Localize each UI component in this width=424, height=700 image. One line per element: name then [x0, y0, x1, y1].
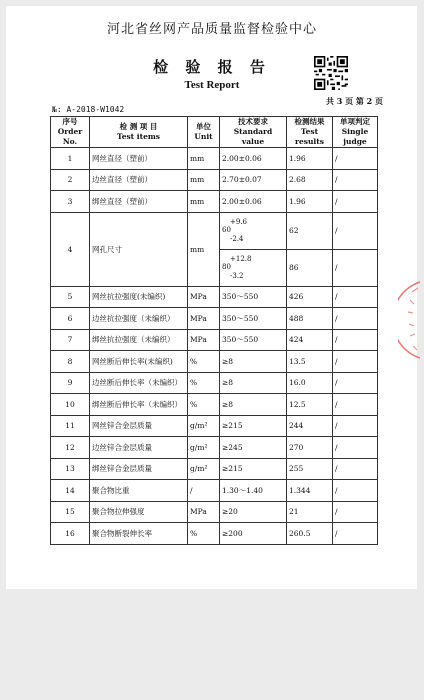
- table-row: [51, 351, 378, 373]
- table-row: [51, 308, 378, 330]
- table-row: [51, 169, 378, 191]
- judge: /: [333, 523, 378, 545]
- organization-name: 河北省丝网产品质量监督检验中心: [106, 22, 317, 37]
- test-item: 边丝抗拉强度（未编织）: [90, 308, 188, 330]
- unit: MPa: [188, 329, 220, 351]
- standard-value-tolerance: [220, 249, 287, 286]
- standard-value: ≥200: [220, 523, 287, 545]
- order-no: 11: [51, 415, 90, 437]
- standard-value: ≥245: [220, 437, 287, 459]
- test-result: 1.344: [287, 480, 333, 502]
- test-result: 16.0: [287, 372, 333, 394]
- test-result: 86: [287, 249, 333, 286]
- judge: /: [333, 329, 378, 351]
- order-no: 14: [51, 480, 90, 502]
- report-number: №: A-2018-W1042: [52, 105, 125, 114]
- order-no: 3: [51, 191, 90, 213]
- test-result: 62: [287, 212, 333, 249]
- test-item: 边丝直径（塑前）: [90, 169, 188, 191]
- table-row: [51, 212, 378, 249]
- judge: /: [333, 148, 378, 170]
- unit: MPa: [188, 286, 220, 308]
- test-item: 网丝锌合金层质量: [90, 415, 188, 437]
- test-result: 1.96: [287, 191, 333, 213]
- order-no: 9: [51, 372, 90, 394]
- standard-value: ≥215: [220, 458, 287, 480]
- test-item: 绑丝抗拉强度（未编织）: [90, 329, 188, 351]
- standard-value: 2.00±0.06: [220, 148, 287, 170]
- table-header-row: [51, 117, 378, 148]
- test-result: 255: [287, 458, 333, 480]
- standard-value: 350～550: [220, 308, 287, 330]
- unit: mm: [188, 212, 220, 286]
- table-row: [51, 372, 378, 394]
- judge: /: [333, 351, 378, 373]
- order-no: 5: [51, 286, 90, 308]
- standard-value: ≥8: [220, 351, 287, 373]
- unit: MPa: [188, 308, 220, 330]
- test-item: 绑丝直径（塑前）: [90, 191, 188, 213]
- test-result: 2.68: [287, 169, 333, 191]
- standard-value-tolerance: [220, 212, 287, 249]
- tolerance-plus: +12.8: [230, 254, 252, 263]
- header-order: 序号 Order No.: [51, 117, 90, 148]
- standard-value: ≥215: [220, 415, 287, 437]
- unit: %: [188, 372, 220, 394]
- standard-value: 350～550: [220, 329, 287, 351]
- unit: %: [188, 394, 220, 416]
- test-result: 270: [287, 437, 333, 459]
- test-result: 1.96: [287, 148, 333, 170]
- judge: /: [333, 480, 378, 502]
- order-no: 10: [51, 394, 90, 416]
- test-result: 13.5: [287, 351, 333, 373]
- test-result: 244: [287, 415, 333, 437]
- order-no: 8: [51, 351, 90, 373]
- tolerance-minus: -2.4: [230, 234, 244, 243]
- table-row: [51, 480, 378, 502]
- standard-value: ≥8: [220, 372, 287, 394]
- test-item: 绑丝锌合金层质量: [90, 458, 188, 480]
- report-title-cn: 检 验 报 告: [153, 58, 271, 76]
- order-no: 12: [51, 437, 90, 459]
- standard-value: 1.30～1.40: [220, 480, 287, 502]
- standard-value: ≥20: [220, 501, 287, 523]
- order-no: 6: [51, 308, 90, 330]
- table-row: [51, 437, 378, 459]
- test-result: 21: [287, 501, 333, 523]
- test-result: 260.5: [287, 523, 333, 545]
- judge: /: [333, 249, 378, 286]
- unit: /: [188, 480, 220, 502]
- judge: /: [333, 308, 378, 330]
- standard-value: 350～550: [220, 286, 287, 308]
- test-item: 聚合物拉伸强度: [90, 501, 188, 523]
- unit: g/m²: [188, 437, 220, 459]
- judge: /: [333, 437, 378, 459]
- table-row: [51, 501, 378, 523]
- test-item: 网孔尺寸: [90, 212, 188, 286]
- table-row: [51, 286, 378, 308]
- red-seal-stamp: [398, 280, 420, 360]
- judge: /: [333, 212, 378, 249]
- table-row: [51, 191, 378, 213]
- unit: %: [188, 351, 220, 373]
- standard-value: 2.70±0.07: [220, 169, 287, 191]
- header-standard: 技术要求 Standard value: [220, 117, 287, 148]
- table-row: [51, 523, 378, 545]
- tolerance-base: 80: [222, 263, 231, 272]
- judge: /: [333, 394, 378, 416]
- test-item: 边丝断后伸长率（未编织）: [90, 372, 188, 394]
- unit: mm: [188, 191, 220, 213]
- table-row: [51, 148, 378, 170]
- standard-value: 2.00±0.06: [220, 191, 287, 213]
- judge: /: [333, 458, 378, 480]
- judge: /: [333, 191, 378, 213]
- unit: mm: [188, 148, 220, 170]
- test-result: 488: [287, 308, 333, 330]
- test-result: 426: [287, 286, 333, 308]
- report-title-en: Test Report: [184, 79, 240, 91]
- test-result: 424: [287, 329, 333, 351]
- judge: /: [333, 372, 378, 394]
- unit: mm: [188, 169, 220, 191]
- order-no: 15: [51, 501, 90, 523]
- order-no: 4: [51, 212, 90, 286]
- test-result: 12.5: [287, 394, 333, 416]
- unit: g/m²: [188, 415, 220, 437]
- standard-value: ≥8: [220, 394, 287, 416]
- header-judge: 单项判定 Single judge: [333, 117, 378, 148]
- table-row: [51, 394, 378, 416]
- tolerance-base: 60: [222, 226, 231, 235]
- table-row: [51, 329, 378, 351]
- header-test-items: 检 测 项 目 Test items: [90, 117, 188, 148]
- table-row: [51, 415, 378, 437]
- unit: %: [188, 523, 220, 545]
- header-results: 检测结果 Test results: [287, 117, 333, 148]
- order-no: 1: [51, 148, 90, 170]
- test-item: 聚合物比重: [90, 480, 188, 502]
- table-row: [51, 458, 378, 480]
- test-item: 网丝直径（塑前）: [90, 148, 188, 170]
- unit: g/m²: [188, 458, 220, 480]
- order-no: 13: [51, 458, 90, 480]
- judge: /: [333, 415, 378, 437]
- test-results-table: [50, 116, 378, 545]
- test-item: 边丝锌合金层质量: [90, 437, 188, 459]
- test-item: 网丝断后伸长率(未编织): [90, 351, 188, 373]
- qr-code-icon: [314, 56, 348, 90]
- unit: MPa: [188, 501, 220, 523]
- test-item: 聚合物断裂伸长率: [90, 523, 188, 545]
- order-no: 16: [51, 523, 90, 545]
- test-item: 绑丝断后伸长率（未编织）: [90, 394, 188, 416]
- test-item: 网丝抗拉强度(未编织): [90, 286, 188, 308]
- page-info: 共 3 页 第 2 页: [325, 96, 383, 106]
- order-no: 7: [51, 329, 90, 351]
- tolerance-plus: +9.6: [230, 217, 247, 226]
- header-unit: 单位 Unit: [188, 117, 220, 148]
- judge: /: [333, 501, 378, 523]
- judge: /: [333, 169, 378, 191]
- judge: /: [333, 286, 378, 308]
- tolerance-minus: -3.2: [230, 271, 244, 280]
- order-no: 2: [51, 169, 90, 191]
